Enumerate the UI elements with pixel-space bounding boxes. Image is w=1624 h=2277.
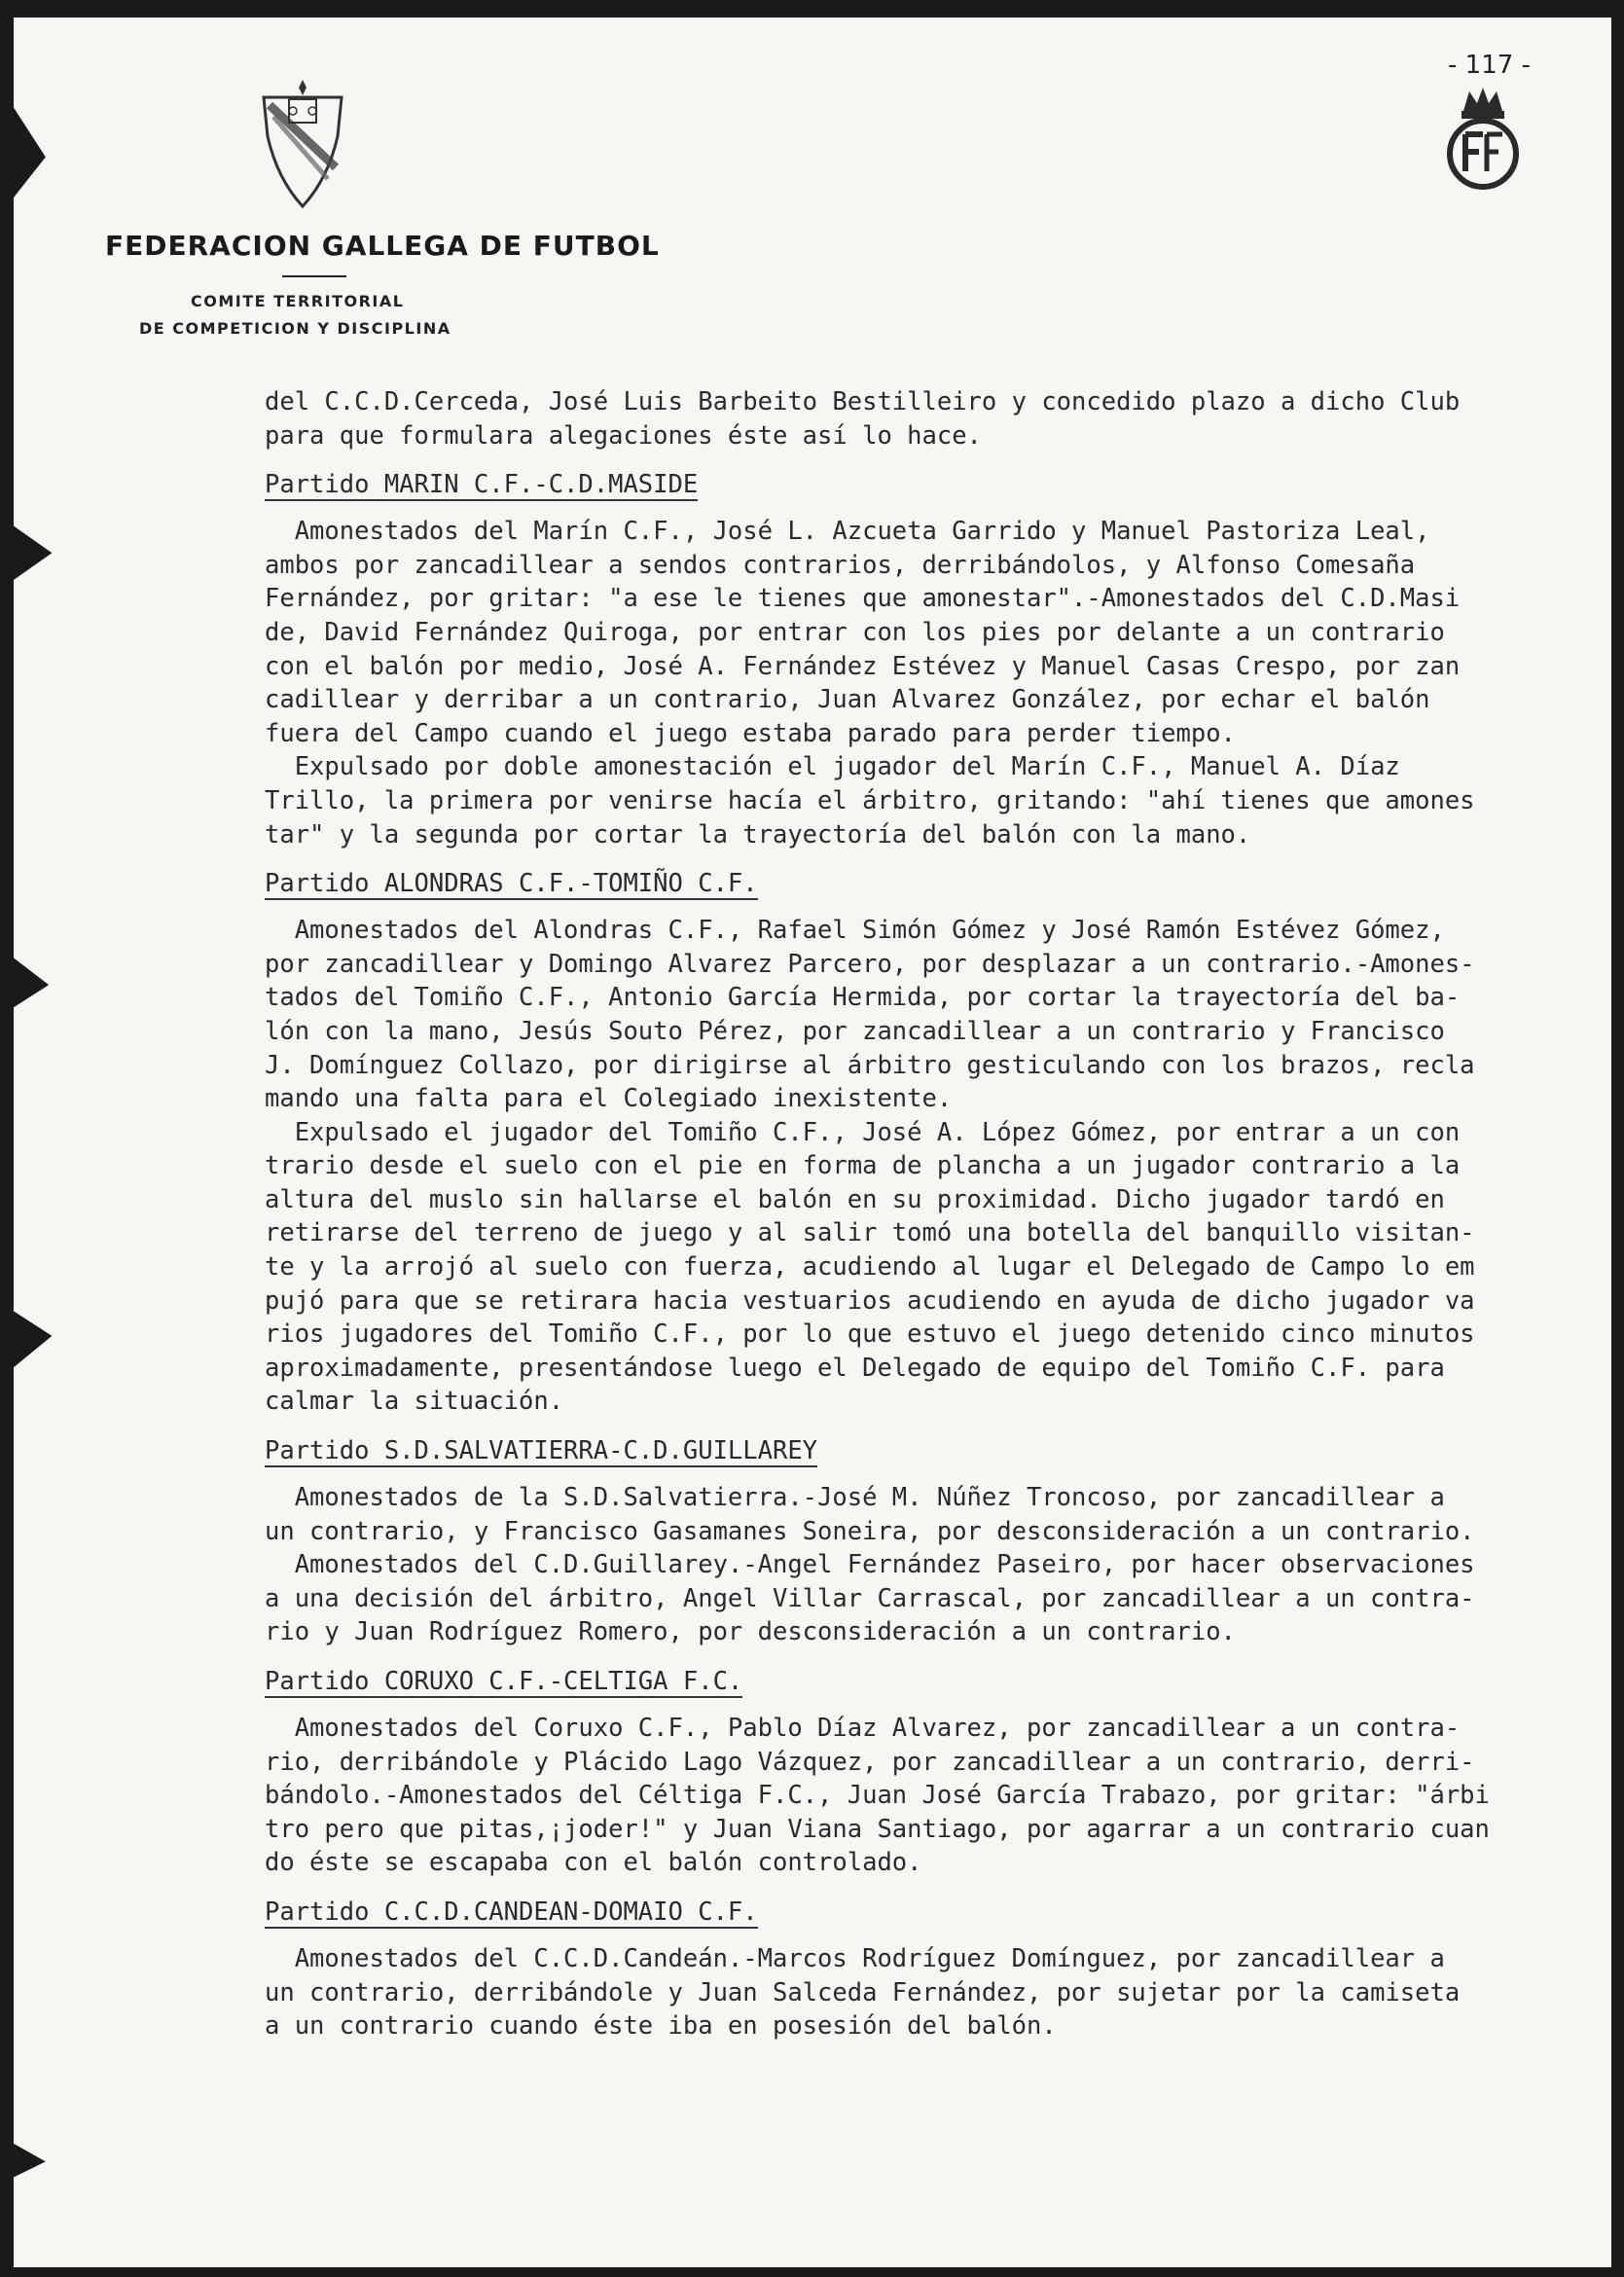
text-line: pujó para que se retirara hacia vestuarios acudiendo en ayuda de dicho jugador va (265, 1285, 1475, 1316)
match-heading: Partido ALONDRAS C.F.-TOMIÑO C.F. (265, 869, 758, 899)
match-section (265, 863, 1569, 1419)
text-line: rio y Juan Rodríguez Romero, por desconsideración a un contrario. (265, 1617, 1236, 1647)
text-line: trario desde el suelo con el pie en forma de plancha a un jugador contrario a la (265, 1151, 1461, 1181)
match-heading: Partido C.C.D.CANDEAN-DOMAIO C.F. (265, 1897, 758, 1927)
text-line: a un contrario cuando éste iba en posesión del balón. (265, 2011, 1057, 2042)
text-line: Expulsado el jugador del Tomiño C.F., José A. López Gómez, por entrar a un con (265, 1117, 1461, 1147)
text-line: mando una falta para el Colegiado inexistente. (265, 1084, 953, 1114)
text-line: fuera del Campo cuando el juego estaba parado para perder tiempo. (265, 718, 1236, 748)
committee-line-2: DE COMPETICION Y DISCIPLINA (139, 319, 451, 338)
text-line: cadillear y derribar a un contrario, Juan Alvarez González, por echar el balón (265, 685, 1430, 715)
text-line: do éste se escapaba con el balón controlado. (265, 1848, 922, 1878)
title-divider (282, 275, 346, 277)
text-line: calmar la situación. (265, 1387, 564, 1417)
text-line: a una decisión del árbitro, Angel Villar Carrascal, por zancadillear a un contra- (265, 1583, 1475, 1613)
committee-line-1: COMITE TERRITORIAL (191, 292, 405, 310)
text-line: tro pero que pitas,¡joder!" y Juan Viana Santiago, por agarrar a un contrario cuan (265, 1814, 1490, 1844)
text-line: tados del Tomiño C.F., Antonio García Hermida, por cortar la trayectoría del ba- (265, 983, 1461, 1013)
text-line: Expulsado por doble amonestación el jugador del Marín C.F., Manuel A. Díaz (265, 752, 1400, 782)
text-line: bándolo.-Amonestados del Céltiga F.C., Juan José García Trabazo, por gritar: "árbi (265, 1781, 1490, 1811)
intro-paragraph (265, 385, 1569, 452)
text-line: altura del muslo sin hallarse el balón en su proximidad. Dicho jugador tardó en (265, 1184, 1445, 1214)
text-line: J. Domínguez Collazo, por dirigirse al árbitro gesticulando con los brazos, recla (265, 1050, 1475, 1080)
text-line: por zancadillear y Domingo Alvarez Parcero, por desplazar a un contrario.-Amones- (265, 949, 1475, 979)
match-section (265, 1661, 1569, 1880)
text-line: del C.C.D.Cerceda, José Luis Barbeito Bestilleiro y concedido plazo a dicho Club (265, 387, 1461, 416)
text-line: tar" y la segunda por cortar la trayectoría del balón con la mano. (265, 819, 1251, 849)
match-heading: Partido S.D.SALVATIERRA-C.D.GUILLAREY (265, 1436, 818, 1466)
text-line: con el balón por medio, José A. Fernández Estévez y Manuel Casas Crespo, por zan (265, 651, 1461, 681)
text-line: Amonestados del Coruxo C.F., Pablo Díaz Alvarez, por zancadillear a un contra- (265, 1714, 1461, 1743)
text-line: retirarse del terreno de juego y al salir tomó una botella del banquillo visitan- (265, 1218, 1475, 1248)
text-line: Amonestados de la S.D.Salvatierra.-José M. Núñez Troncoso, por zancadillear a (265, 1483, 1445, 1513)
match-section (265, 464, 1569, 851)
text-line: te y la arrojó al suelo con fuerza, acudiendo al lugar el Delegado de Campo lo em (265, 1252, 1475, 1283)
page-number: - 117 - (1448, 51, 1531, 80)
text-line: Amonestados del C.D.Guillarey.-Angel Fernández Paseiro, por hacer observaciones (265, 1550, 1475, 1580)
text-line: para que formulara alegaciones éste así lo hace. (265, 420, 982, 451)
text-line: rio, derribándole y Plácido Lago Vázquez, por zancadillear a un contrario, derri- (265, 1747, 1475, 1777)
text-line: Amonestados del Alondras C.F., Rafael Simón Gómez y José Ramón Estévez Gómez, (265, 916, 1445, 946)
text-line: rios jugadores del Tomiño C.F., por lo que estuvo el juego detenido cinco minutos (265, 1319, 1475, 1350)
text-line: Trillo, la primera por venirse hacía el árbitro, gritando: "ahí tienes que amones (265, 785, 1475, 815)
federation-shield-logo (260, 78, 345, 210)
match-heading: Partido CORUXO C.F.-CELTIGA F.C. (265, 1667, 743, 1696)
match-section (265, 1892, 1569, 2043)
royal-crest-icon (1442, 82, 1524, 195)
text-line: de, David Fernández Quiroga, por entrar con los pies por delante a un contrario (265, 617, 1445, 647)
text-line: Amonestados del Marín C.F., José L. Azcueta Garrido y Manuel Pastoriza Leal, (265, 517, 1430, 547)
text-line: ambos por zancadillear a sendos contrarios, derribándolos, y Alfonso Comesaña (265, 550, 1416, 580)
text-line: aproximadamente, presentándose luego el Delegado de equipo del Tomiño C.F. para (265, 1353, 1445, 1383)
text-line: un contrario, derribándole y Juan Salceda Fernández, por sujetar por la camiseta (265, 1977, 1461, 2007)
text-line: un contrario, y Francisco Gasamanes Soneira, por desconsideración a un contrario. (265, 1516, 1475, 1546)
federation-title: FEDERACION GALLEGA DE FUTBOL (105, 230, 660, 262)
match-section (265, 1430, 1569, 1649)
match-heading: Partido MARIN C.F.-C.D.MASIDE (265, 470, 699, 500)
match-sections (265, 464, 1569, 2043)
resolution-text (265, 385, 1569, 2055)
text-line: lón con la mano, Jesús Souto Pérez, por zancadillear a un contrario y Francisco (265, 1016, 1445, 1046)
text-line: Fernández, por gritar: "a ese le tienes que amonestar".-Amonestados del C.D.Masi (265, 584, 1461, 614)
text-line: Amonestados del C.C.D.Candeán.-Marcos Rodríguez Domínguez, por zancadillear a (265, 1943, 1445, 1973)
